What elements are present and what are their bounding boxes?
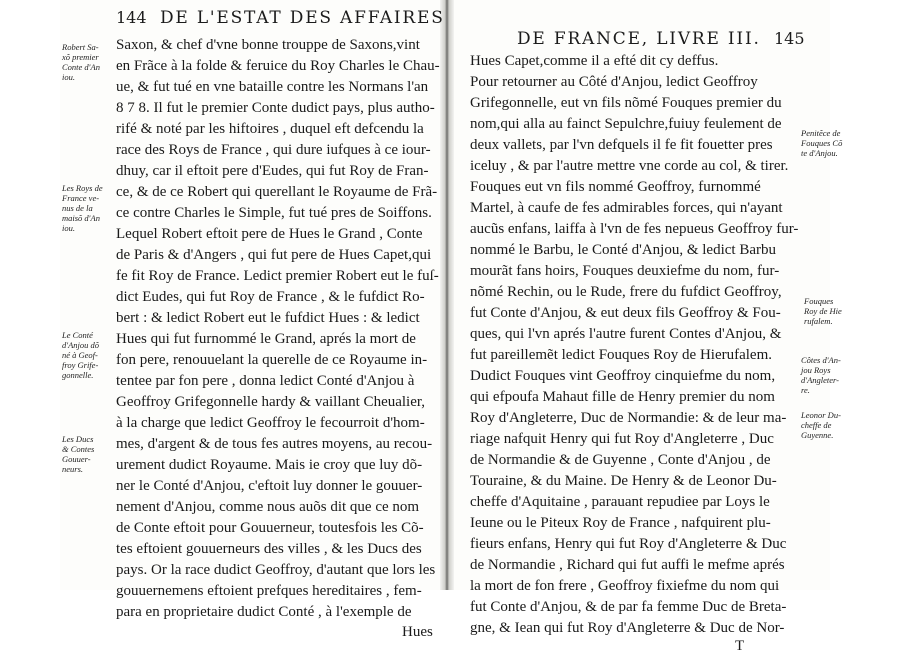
text-line: nommé le Barbu, le Conté d'Anjou, & ledict Barbu [470, 242, 776, 258]
text-line: ce contre Charles le Simple, fut tué pres de Soiffons. [116, 205, 432, 221]
margin-note-contes-d-anjou-roys [801, 355, 841, 395]
text-line: nõmé Rechin, ou le Rude, frere du fufdict Geoffroy, [470, 284, 782, 300]
text-line: para en proprietaire dudict Conté , à l'exemple de [116, 604, 412, 620]
note-line: né à Geof- [62, 350, 98, 360]
note-line: gonnelle. [62, 370, 94, 380]
margin-note-robert-saxon [62, 42, 100, 82]
note-line: d'Anjou dõ [62, 340, 99, 350]
left-body-text [116, 35, 438, 623]
margin-note-ducs-contes [62, 434, 94, 474]
text-line: nement d'Anjou, comme nous auõs dit que ce nom [116, 499, 420, 515]
text-line: bert : & ledict Robert eut le fufdict Hues : & ledict [116, 310, 420, 326]
text-line: 8 7 8. Il fut le premier Conte dudict pays, plus autho- [116, 100, 435, 116]
note-line: rufalem. [804, 316, 833, 326]
text-line: Touraine, & du Maine. De Henry & de Leonor Du- [470, 473, 777, 489]
note-line: jou Roys [801, 365, 831, 375]
note-line: cheffe de [801, 420, 832, 430]
text-line: en Frãce à la folde & feruice du Roy Charles le Chau- [116, 58, 440, 74]
text-line: Fouques eut vn fils nommé Geoffroy, furnommé [470, 179, 761, 195]
text-line: dhuy, car il eftoit pere d'Eudes, qui fut Roy de Fran- [116, 163, 429, 179]
left-running-head: DE L'ESTAT DES AFFAIRES [160, 8, 445, 28]
text-line: ue, & fut tué en vne bataille contre les Normans l'an [116, 79, 429, 95]
text-line: fut Conte d'Anjou, & eut deux fils Geoffroy & Fou- [470, 305, 781, 321]
text-line: fon pere, renouuelant la querelle de ce Royaume in- [116, 352, 428, 368]
note-line: Côtes d'An- [801, 355, 841, 365]
text-line: Ieune ou le Piteux Roy de France , nafquirent plu- [470, 515, 771, 531]
text-line: fut pareillemẽt ledict Fouques Roy de Hierufalem. [470, 347, 772, 363]
right-body-text [470, 51, 800, 639]
note-line: Les Ducs [62, 434, 94, 444]
note-line: maisõ d'An [62, 213, 100, 223]
text-line: tes eftoient gouuerneurs des villes , & les Ducs des [116, 541, 422, 557]
note-line: iou. [62, 223, 75, 233]
note-line: Penitẽce de [801, 128, 841, 138]
text-line: Dudict Fouques vint Geoffroy cinquiefme du nom, [470, 368, 776, 384]
text-line: urement dudict Royaume. Mais ie croy que luy dõ- [116, 457, 423, 473]
note-line: Guyenne. [801, 430, 834, 440]
note-line: Conte d'An [62, 62, 100, 72]
text-line: gne, & Iean qui fut Roy d'Angleterre & Duc de Nor- [470, 620, 785, 636]
note-line: & Contes [62, 444, 95, 454]
text-line: aucũs enfans, laiffa à l'vn de fes nepueus Geoffroy fur- [470, 221, 799, 237]
margin-note-roys-de-france [62, 183, 103, 233]
text-line: à la charge que ledict Geoffroy le fecourroit d'hom- [116, 415, 425, 431]
margin-note-penitence-fouques [801, 128, 842, 158]
left-folio: 144 [116, 8, 147, 27]
text-line: Hues Capet,comme il a efté dit cy deffus. [470, 53, 719, 69]
text-line: fe fit Roy de France. Ledict premier Robert eut le fuſ- [116, 268, 439, 284]
text-line: de Conte eftoit pour Gouuerneur, toutesfois les Cõ- [116, 520, 424, 536]
text-line: Saxon, & chef d'vne bonne trouppe de Saxons,vint [116, 37, 420, 53]
text-line: de Paris & d'Angers , qui fut pere de Hues Capet,qui [116, 247, 432, 263]
text-line: de Normandie , Richard qui fut auffi le mefme aprés [470, 557, 785, 573]
text-line: ner le Conté d'Anjou, c'eftoit luy donner le gouuer- [116, 478, 423, 494]
note-line: te d'Anjou. [801, 148, 838, 158]
text-line: dict Eudes, qui fut Roy de France , & le fufdict Ro- [116, 289, 425, 305]
text-line: Grifegonnelle, eut vn fils nõmé Fouques premier du [470, 95, 782, 111]
text-line: mes, d'argent & de tous fes autres moyens, au recou- [116, 436, 433, 452]
margin-note-conte-d-anjou [62, 330, 99, 380]
text-line: cheffe d'Aquitaine , parauant repudiee par Loys le [470, 494, 770, 510]
text-line: nom,qui alla au fainct Sepulchre,fuiuy feulement de [470, 116, 782, 132]
text-line: deux vallets, par l'vn defquels il fe fit fouetter pres [470, 137, 773, 153]
text-line: tentee par fon pere , donna ledict Conté d'Anjou à [116, 373, 415, 389]
note-line: nus de la [62, 203, 93, 213]
text-line: Hues qui fut furnommé le Grand, aprés la mort de [116, 331, 416, 347]
text-line: fieurs enfans, Henry qui fut Roy d'Angleterre & Duc [470, 536, 787, 552]
text-line: riage nafquit Henry qui fut Roy d'Angleterre , Duc [470, 431, 774, 447]
text-line: ques, qui l'vn aprés l'autre furent Contes d'Anjou, & [470, 326, 782, 342]
note-line: Fouques [804, 296, 834, 306]
right-folio: 145 [774, 29, 805, 48]
text-line: pays. Or la race dudict Geoffroy, d'autant que lors les [116, 562, 436, 578]
note-line: Les Roys de [62, 183, 103, 193]
note-line: Gouuer- [62, 454, 91, 464]
text-line: iceluy , & par l'autre mettre vne corde au col, & tirer. [470, 158, 789, 174]
note-line: iou. [62, 72, 75, 82]
text-line: Roy d'Angleterre, Duc de Normandie: & de leur ma- [470, 410, 787, 426]
note-line: Fouques Cõ [801, 138, 843, 148]
left-catchword: Hues [402, 624, 433, 640]
note-line: Leonor Du- [801, 410, 841, 420]
text-line: ce, & de ce Robert qui querellant le Royaume de Frã- [116, 184, 438, 200]
margin-note-fouques-roy [804, 296, 842, 326]
right-signature-mark: T [735, 638, 745, 654]
text-line: mourãt fans hoirs, Fouques deuxiefme du nom, fur- [470, 263, 780, 279]
text-line: rifé & noté par les hiftoires , duquel eft defcendu la [116, 121, 424, 137]
note-line: France ve- [62, 193, 100, 203]
note-line: xõ premier [62, 52, 99, 62]
text-line: qui efpoufa Mahaut fille de Henry premier du nom [470, 389, 775, 405]
right-running-head: DE FRANCE, LIVRE III. [517, 29, 761, 49]
book-gutter [440, 0, 454, 590]
note-line: Roy de Hie [804, 306, 842, 316]
text-line: gouuernemens eftoient prefques hereditaires , fem- [116, 583, 422, 599]
note-line: Le Conté [62, 330, 93, 340]
text-line: de Normandie & de Guyenne , Conte d'Anjou , de [470, 452, 771, 468]
note-line: neurs. [62, 464, 84, 474]
note-line: re. [801, 385, 810, 395]
text-line: race des Roys de France , qui dure iufques à ce iour- [116, 142, 431, 158]
text-line: fut Conte d'Anjou, & de par fa femme Duc de Breta- [470, 599, 787, 615]
note-line: d'Angleter- [801, 375, 839, 385]
text-line: Pour retourner au Côté d'Anjou, ledict Geoffroy [470, 74, 758, 90]
text-line: Lequel Robert eftoit pere de Hues le Grand , Conte [116, 226, 423, 242]
note-line: froy Grife- [62, 360, 99, 370]
text-line: Geoffroy Grifegonnelle hardy & vaillant Cheualier, [116, 394, 426, 410]
text-line: la mort de fon frere , Geoffroy fixiefme du nom qui [470, 578, 780, 594]
margin-note-leonor-guyenne [801, 410, 841, 440]
note-line: Robert Sa- [62, 42, 99, 52]
text-line: Martel, à caufe de fes admirables forces, qui n'ayant [470, 200, 783, 216]
